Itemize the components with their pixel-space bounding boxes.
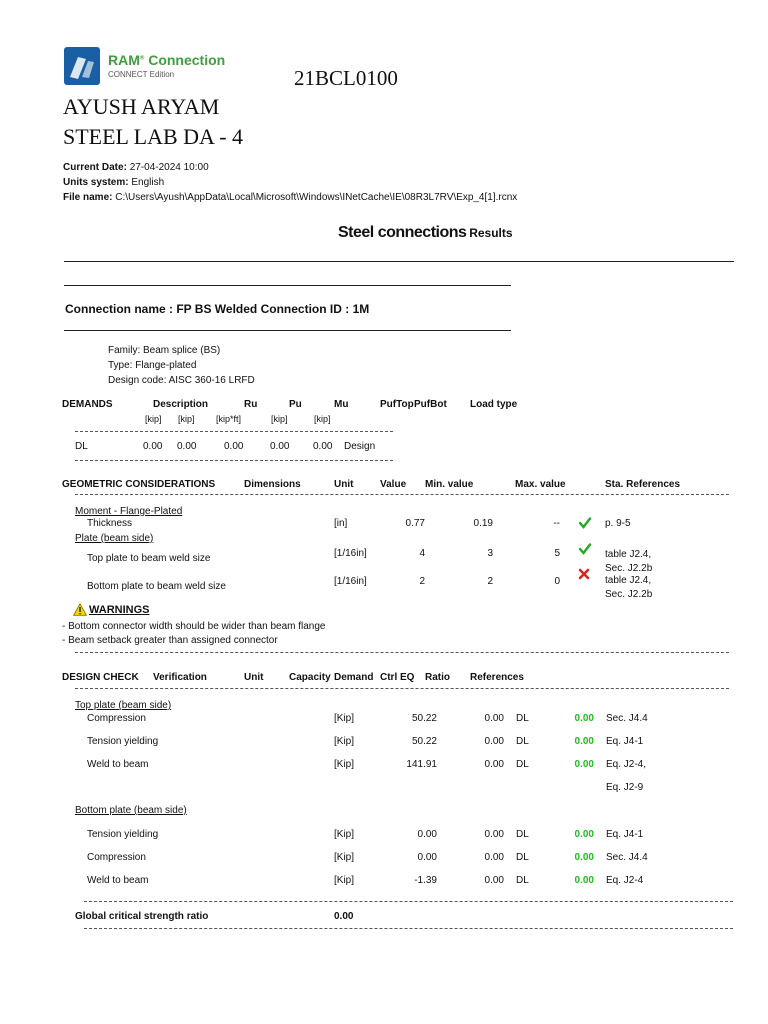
student-id: 21BCL0100 — [294, 66, 398, 90]
cell: Top plate to beam weld size — [87, 553, 211, 564]
cell: 0 — [554, 576, 560, 587]
cell: 0.00 — [484, 759, 504, 770]
divider — [75, 652, 729, 653]
col-header: Value — [380, 479, 407, 490]
divider — [84, 901, 733, 902]
cell: 0.00 — [143, 441, 163, 452]
col-header: Mu — [334, 399, 349, 410]
cell: Sec. J4.4 — [606, 713, 648, 724]
cell: Thickness — [87, 518, 133, 529]
global-ratio-value: 0.00 — [334, 911, 354, 922]
file-label: File name: — [63, 192, 113, 203]
divider — [75, 460, 393, 461]
col-header: Unit — [334, 479, 354, 490]
cell: [Kip] — [334, 736, 355, 747]
col-header: DESIGN CHECK — [62, 672, 139, 683]
cell: [in] — [334, 518, 348, 529]
cell: [1/16in] — [334, 576, 367, 587]
col-header: Description — [153, 399, 209, 410]
cell: Tension yielding — [87, 736, 159, 747]
warning-item: - Bottom connector width should be wider than beam flange — [62, 621, 326, 632]
col-header: DEMANDS — [62, 399, 113, 410]
group-heading: Moment - Flange-Plated — [75, 506, 183, 517]
group-heading: Plate (beam side) — [75, 533, 154, 544]
col-header: Unit — [244, 672, 264, 683]
check-icon — [578, 542, 592, 556]
divider — [64, 261, 734, 262]
units-line — [63, 177, 164, 188]
cell: DL — [516, 875, 529, 886]
cell: 2 — [419, 576, 425, 587]
cell: 0.00 — [177, 441, 197, 452]
col-header: Verification — [153, 672, 207, 683]
col-header: Min. value — [425, 479, 474, 490]
divider — [75, 494, 729, 495]
unit-label: [kip*ft] — [216, 414, 242, 424]
current-date-line — [63, 162, 209, 173]
cell: 141.91 — [406, 759, 437, 770]
cell: 4 — [419, 548, 425, 559]
warning-item: - Beam setback greater than assigned connector — [62, 635, 278, 646]
section-title — [338, 224, 513, 242]
cell: [1/16in] — [334, 548, 367, 559]
logo-product: Connection — [148, 52, 226, 68]
cell: 50.22 — [411, 713, 437, 724]
cell: 2 — [487, 576, 493, 587]
col-header: Pu — [289, 399, 302, 410]
divider — [75, 688, 729, 689]
cell: [Kip] — [334, 759, 355, 770]
cell: table J2.4, — [605, 549, 652, 560]
col-header: GEOMETRIC CONSIDERATIONS — [62, 479, 216, 490]
cell: DL — [516, 713, 529, 724]
col-header: Sta. References — [605, 479, 681, 490]
cell: [Kip] — [334, 875, 355, 886]
cell: DL — [516, 759, 529, 770]
date-value: 27-04-2024 10:00 — [129, 162, 209, 173]
cell: Weld to beam — [87, 759, 149, 770]
ratio-value: 0.00 — [574, 829, 594, 840]
group-heading: Bottom plate (beam side) — [75, 805, 187, 816]
cell: 5 — [554, 548, 560, 559]
ratio-value: 0.00 — [574, 875, 594, 886]
cell: Eq. J2-4 — [606, 875, 644, 886]
divider — [64, 330, 511, 331]
cell: 0.00 — [417, 829, 437, 840]
cell: -1.39 — [414, 875, 437, 886]
units-value: English — [131, 177, 165, 188]
ram-logo-icon — [64, 47, 100, 85]
ratio-value: 0.00 — [574, 852, 594, 863]
cell: 0.00 — [484, 875, 504, 886]
cell: Sec. J2.2b — [605, 563, 653, 574]
col-header: Ctrl EQ — [380, 672, 415, 683]
cell: 0.00 — [484, 829, 504, 840]
cell: Sec. J4.4 — [606, 852, 648, 863]
reference-continuation: Eq. J2-9 — [606, 782, 644, 793]
file-value: C:\Users\Ayush\AppData\Local\Microsoft\Windows\INetCache\IE\08R3L7RV\Exp_4[1].rcnx — [115, 192, 518, 203]
section-title-main: Steel connections — [338, 224, 467, 241]
unit-label: [kip] — [271, 414, 288, 424]
cell: DL — [516, 829, 529, 840]
student-name: AYUSH ARYAM — [63, 94, 220, 119]
logo-brand: RAM — [108, 52, 140, 68]
col-header: Capacity — [289, 672, 331, 683]
cell: 0.00 — [270, 441, 290, 452]
check-icon — [578, 516, 592, 530]
col-header: Load type — [470, 399, 518, 410]
group-heading: Top plate (beam side) — [75, 700, 172, 711]
cell: table J2.4, — [605, 575, 652, 586]
units-label: Units system: — [63, 177, 129, 188]
cell: Eq. J4-1 — [606, 736, 644, 747]
report-subtitle: STEEL LAB DA - 4 — [63, 124, 244, 149]
col-header: Ratio — [425, 672, 450, 683]
divider — [64, 285, 511, 286]
date-label: Current Date: — [63, 162, 127, 173]
cell: DL — [75, 441, 88, 452]
type-text: Type: Flange-plated — [108, 360, 197, 371]
warnings-title: WARNINGS — [89, 604, 150, 616]
cell: Bottom plate to beam weld size — [87, 581, 226, 592]
warning-icon — [73, 603, 87, 616]
col-header: References — [470, 672, 524, 683]
logo: RAM® Connection CONNECT Edition — [64, 47, 224, 87]
cell: DL — [516, 852, 529, 863]
unit-label: [kip] — [145, 414, 162, 424]
cell: 0.77 — [405, 518, 425, 529]
cell: Sec. J2.2b — [605, 589, 653, 600]
cell: 0.00 — [417, 852, 437, 863]
cell: [Kip] — [334, 829, 355, 840]
unit-label: [kip] — [314, 414, 331, 424]
divider — [75, 431, 393, 432]
family-text: Family: Beam splice (BS) — [108, 345, 221, 356]
cell: Weld to beam — [87, 875, 149, 886]
col-header: Dimensions — [244, 479, 301, 490]
ratio-value: 0.00 — [574, 759, 594, 770]
logo-edition: CONNECT Edition — [108, 70, 175, 79]
cell: 0.00 — [313, 441, 333, 452]
cell: Eq. J4-1 — [606, 829, 644, 840]
ratio-value: 0.00 — [574, 713, 594, 724]
cell: 0.19 — [473, 518, 493, 529]
cell: Compression — [87, 713, 146, 724]
cell: [Kip] — [334, 713, 355, 724]
design-code-text: Design code: AISC 360-16 LRFD — [108, 375, 255, 386]
cell: DL — [516, 736, 529, 747]
col-header: PufBot — [414, 399, 447, 410]
cell: -- — [553, 518, 560, 529]
cross-icon — [577, 567, 591, 581]
cell: 0.00 — [484, 736, 504, 747]
unit-label: [kip] — [178, 414, 195, 424]
cell: 0.00 — [484, 852, 504, 863]
cell: 3 — [487, 548, 493, 559]
col-header: Ru — [244, 399, 258, 410]
ratio-value: 0.00 — [574, 736, 594, 747]
col-header: Demand — [334, 672, 374, 683]
cell: Tension yielding — [87, 829, 159, 840]
cell: 0.00 — [484, 713, 504, 724]
cell: 0.00 — [224, 441, 244, 452]
divider — [84, 928, 733, 929]
cell: [Kip] — [334, 852, 355, 863]
global-ratio-label: Global critical strength ratio — [75, 911, 209, 922]
col-header: Max. value — [515, 479, 566, 490]
cell: Design — [344, 441, 376, 452]
cell: Compression — [87, 852, 146, 863]
connection-title: Connection name : FP BS Welded Connection ID : 1M — [65, 302, 370, 316]
cell: Eq. J2-4, — [606, 759, 647, 770]
col-header: PufTop — [380, 399, 414, 410]
file-line — [63, 192, 517, 203]
cell: 50.22 — [411, 736, 437, 747]
section-title-suffix: Results — [469, 226, 513, 240]
cell: p. 9-5 — [605, 518, 631, 529]
